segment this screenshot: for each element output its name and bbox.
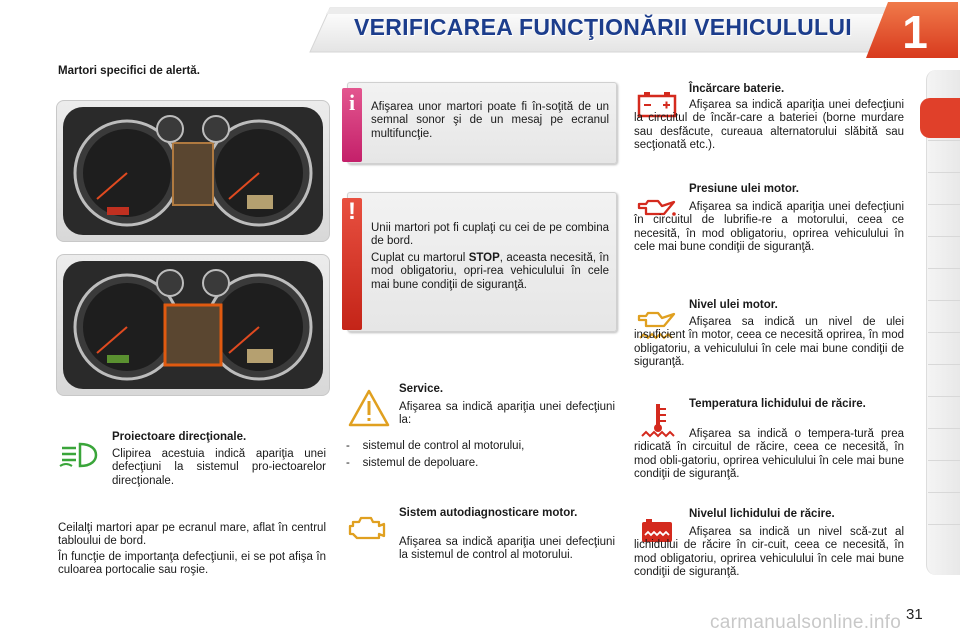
instrument-cluster-image [56, 254, 330, 396]
sidebar-tab[interactable] [928, 300, 960, 333]
battery-text: Afişarea sa indică apariţia unei defecţiuni la circuitul de încăr-care a bateriei (borne murdare sau desfăcute, cureaua alternatorului slăbită sau secţionată etc.). [634, 99, 904, 152]
oil-pressure-text: Afişarea sa indică apariţia unei defecţiuni în circuitul de lubrifie-re a motorului, ceea ce necesită, în mod obligatoriu, oprirea vehiculului în cele mai bune condiţii de siguranţă. [634, 201, 904, 254]
instrument-cluster-illustration [57, 101, 329, 241]
sidebar-tab[interactable] [928, 524, 960, 557]
section-title: Martori specifici de alertă. [58, 65, 200, 77]
sidebar-tab[interactable] [928, 428, 960, 461]
info-icon-glyph: i [348, 90, 356, 115]
directional-headlamp-icon [58, 440, 100, 470]
page-number: 31 [906, 606, 923, 623]
coolant-temp-title: Temperatura lichidului de răcire. [689, 398, 866, 410]
others-text-2: În funcţie de importanţa defecţiunii, ei se pot afişa în culoarea portocalie sau roşie. [58, 551, 326, 577]
sidebar-tab-active[interactable] [920, 98, 960, 138]
sidebar-tab[interactable] [928, 364, 960, 397]
sidebar-tab[interactable] [928, 140, 960, 173]
sidebar-tab[interactable] [928, 204, 960, 237]
others-text-1: Ceilalţi martori apar pe ecranul mare, aflat în centrul tabloului de bord. [58, 522, 326, 548]
service-title: Service. [399, 383, 444, 395]
coolant-level-title: Nivelul lichidului de răcire. [689, 508, 835, 520]
engine-diag-text: Afişarea sa indică apariţia unei defecţiuni la sistemul de control al motorului. [399, 536, 615, 562]
sidebar-tab[interactable] [928, 492, 960, 525]
list-item: - sistemul de control al motorului, [346, 440, 525, 452]
chapter-number: 1 [902, 6, 928, 58]
instrument-cluster-illustration [57, 255, 329, 395]
directional-headlamps-title: Proiectoare direcţionale. [112, 431, 247, 443]
warning-text-1: Unii martori pot fi cuplaţi cu cei de pe combina de bord. [371, 222, 609, 248]
warning-icon-glyph: ! [348, 198, 356, 225]
sidebar-tab[interactable] [928, 460, 960, 493]
oil-level-text: Afişarea sa indică un nivel de ulei insuficient în motor, ceea ce necesită oprirea, în mod obligatoriu, a vehiculului în cele mai bune condiţii de siguranţă. [634, 316, 904, 369]
info-box-text: Afişarea unor martori poate fi în-soţită de un semnal sonor şi de un mesaj pe ecranul multifuncţie. [371, 101, 609, 140]
sidebar-tab[interactable] [928, 268, 960, 301]
watermark: carmanualsonline.info [710, 612, 902, 633]
oil-level-title: Nivel ulei motor. [689, 299, 778, 311]
coolant-level-text: Afişarea sa indică un nivel scă-zut al lichidului de răcire în cir-cuit, ceea ce necesită, în mod obligatoriu, oprirea vehiculului în cele mai bune condiţii de siguranţă. [634, 526, 904, 579]
sidebar-tab[interactable] [928, 236, 960, 269]
instrument-cluster-image [56, 100, 330, 242]
stop-keyword: STOP [468, 252, 500, 264]
coolant-temp-text: Afişarea sa indică o tempera-tură prea ridicată în circuitul de răcire, ceea ce necesită, în mod obli-gatoriu, oprirea vehiculului în cele mai bune condiţii de siguranţă. [634, 428, 904, 481]
service-warning-icon [347, 388, 391, 428]
sidebar-tab[interactable] [928, 332, 960, 365]
engine-check-icon [347, 512, 387, 544]
oil-pressure-title: Presiune ulei motor. [689, 183, 799, 195]
service-text: Afişarea sa indică apariţia unei defecţiuni la: [399, 401, 615, 427]
page-title: VERIFICAREA FUNCŢIONĂRII VEHICULULUI [353, 14, 852, 40]
engine-diag-title: Sistem autodiagnosticare motor. [399, 507, 578, 519]
sidebar-tab[interactable] [928, 396, 960, 429]
sidebar-tab[interactable] [928, 172, 960, 205]
directional-headlamps-text: Clipirea acestuia indică apariţia unei defecţiuni la sistemul pro-iectoarelor direcţionale. [112, 448, 326, 487]
warning-text-2: Cuplat cu martorul STOP, aceasta necesită, în mod obligatoriu, opri-rea vehiculului în cele mai bune condiţii de siguranţă. [371, 252, 609, 291]
battery-title: Încărcare baterie. [689, 83, 785, 95]
list-item: - sistemul de depoluare. [346, 457, 479, 469]
